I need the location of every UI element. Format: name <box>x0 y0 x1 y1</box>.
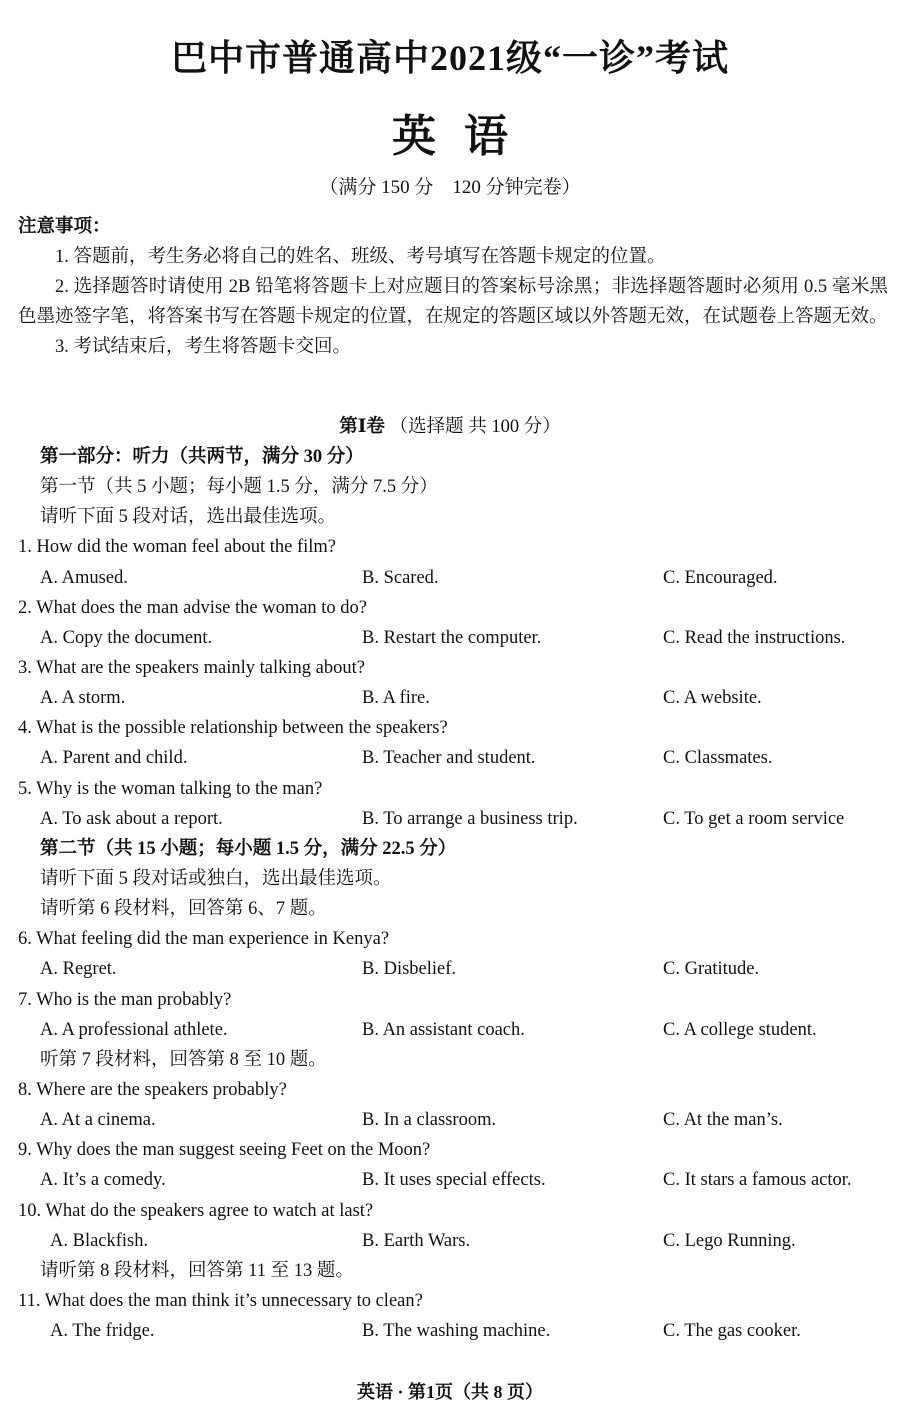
options-row <box>18 1105 888 1135</box>
options-row <box>18 804 888 834</box>
options-row <box>18 563 888 593</box>
question-stem: 10. What do the speakers agree to watch at last? <box>18 1200 374 1221</box>
option-c: C. A college student. <box>663 1019 817 1040</box>
exam-title: 巴中市普通高中2021级“一诊”考试 <box>170 38 729 78</box>
options-row <box>18 743 888 773</box>
option-b: B. Restart the computer. <box>362 627 542 648</box>
notice-item: 2. 选择题答时请使用 2B 铅笔将答题卡上对应题目的答案标号涂黑；非选择题答题时必须用 0.5 毫米黑色墨迹签字笔，将答案书写在答题卡规定的位置，在规定的答题区域以外答题无效，在试题卷上答题无效。 <box>18 277 888 327</box>
material-instruction: 请听第 6 段材料，回答第 6、7 题。 <box>40 899 327 920</box>
question-stem: 2. What does the man advise the woman to do? <box>18 597 368 618</box>
option-a: A. A professional athlete. <box>40 1019 228 1040</box>
question-stem: 1. How did the woman feel about the film? <box>18 537 337 558</box>
option-c: C. At the man’s. <box>663 1110 783 1131</box>
option-a: A. It’s a comedy. <box>40 1170 166 1191</box>
part1-heading: 第一部分：听力（共两节，满分 30 分） <box>40 447 364 467</box>
volume-title-label: 第Ⅰ卷 <box>339 417 385 437</box>
option-b: B. Disbelief. <box>362 959 457 980</box>
option-b: B. To arrange a business trip. <box>362 808 578 829</box>
notice-heading: 注意事项： <box>18 217 111 237</box>
material-instruction: 听第 7 段材料，回答第 8 至 10 题。 <box>40 1049 327 1070</box>
option-b: B. It uses special effects. <box>362 1170 546 1191</box>
option-a: A. Blackfish. <box>50 1230 149 1251</box>
option-a: A. Copy the document. <box>40 627 213 648</box>
option-a: A. At a cinema. <box>40 1110 156 1131</box>
question-stem: 4. What is the possible relationship between the speakers? <box>18 718 448 739</box>
section2-instruction: 请听下面 5 段对话或独白，选出最佳选项。 <box>40 868 392 889</box>
option-b: B. Teacher and student. <box>362 748 536 769</box>
volume-title-detail: （选择题 共 100 分） <box>389 417 561 437</box>
listening-section <box>18 442 888 1346</box>
option-b: B. Earth Wars. <box>362 1230 471 1251</box>
page-footer: 英语 · 第1页（共 8 页） <box>356 1382 543 1402</box>
option-c: C. Classmates. <box>663 748 773 769</box>
option-b: B. The washing machine. <box>362 1321 551 1342</box>
option-c: C. Encouraged. <box>663 567 778 588</box>
question-stem: 3. What are the speakers mainly talking about? <box>18 657 365 678</box>
question-stem: 8. Where are the speakers probably? <box>18 1079 287 1100</box>
question-stem: 9. Why does the man suggest seeing Feet on the Moon? <box>18 1140 431 1161</box>
option-c: C. To get a room service <box>663 808 845 829</box>
options-row <box>18 954 888 984</box>
option-c: C. A website. <box>663 688 762 709</box>
score-time-line: （满分 150 分 120 分钟完卷） <box>319 177 581 198</box>
question-stem: 5. Why is the woman talking to the man? <box>18 778 323 799</box>
option-b: B. An assistant coach. <box>362 1019 525 1040</box>
options-row <box>18 623 888 653</box>
option-b: B. Scared. <box>362 567 439 588</box>
option-c: C. It stars a famous actor. <box>663 1170 852 1191</box>
notice-item: 3. 考试结束后，考生将答题卡交回。 <box>55 337 352 357</box>
option-a: A. The fridge. <box>50 1321 155 1342</box>
option-c: C. Lego Running. <box>663 1230 796 1251</box>
option-c: C. Gratitude. <box>663 959 760 980</box>
notice-item: 1. 答题前，考生务必将自己的姓名、班级、考号填写在答题卡规定的位置。 <box>55 247 666 267</box>
volume-title <box>0 412 900 438</box>
section2-heading: 第二节（共 15 小题；每小题 1.5 分，满分 22.5 分） <box>40 838 457 859</box>
options-row <box>18 1316 888 1346</box>
options-row <box>18 1226 888 1256</box>
section1-heading: 第一节（共 5 小题；每小题 1.5 分，满分 7.5 分） <box>40 477 438 498</box>
options-row <box>18 1165 888 1195</box>
option-a: A. Regret. <box>40 959 117 980</box>
question-stem: 11. What does the man think it’s unnecessary to clean? <box>18 1290 423 1311</box>
option-a: A. To ask about a report. <box>40 808 223 829</box>
options-row <box>18 683 888 713</box>
option-a: A. Parent and child. <box>40 748 188 769</box>
material-instruction: 请听第 8 段材料，回答第 11 至 13 题。 <box>40 1260 354 1281</box>
option-c: C. Read the instructions. <box>663 627 846 648</box>
section1-instruction: 请听下面 5 段对话，选出最佳选项。 <box>40 507 337 528</box>
notice-block <box>18 212 888 362</box>
option-a: A. Amused. <box>40 567 128 588</box>
question-stem: 7. Who is the man probably? <box>18 989 232 1010</box>
question-stem: 6. What feeling did the man experience in Kenya? <box>18 929 390 950</box>
option-c: C. The gas cooker. <box>663 1321 801 1342</box>
option-b: B. In a classroom. <box>362 1110 497 1131</box>
option-a: A. A storm. <box>40 688 126 709</box>
subject-title: 英语 <box>392 112 536 161</box>
options-row <box>18 1015 888 1045</box>
option-b: B. A fire. <box>362 688 430 709</box>
